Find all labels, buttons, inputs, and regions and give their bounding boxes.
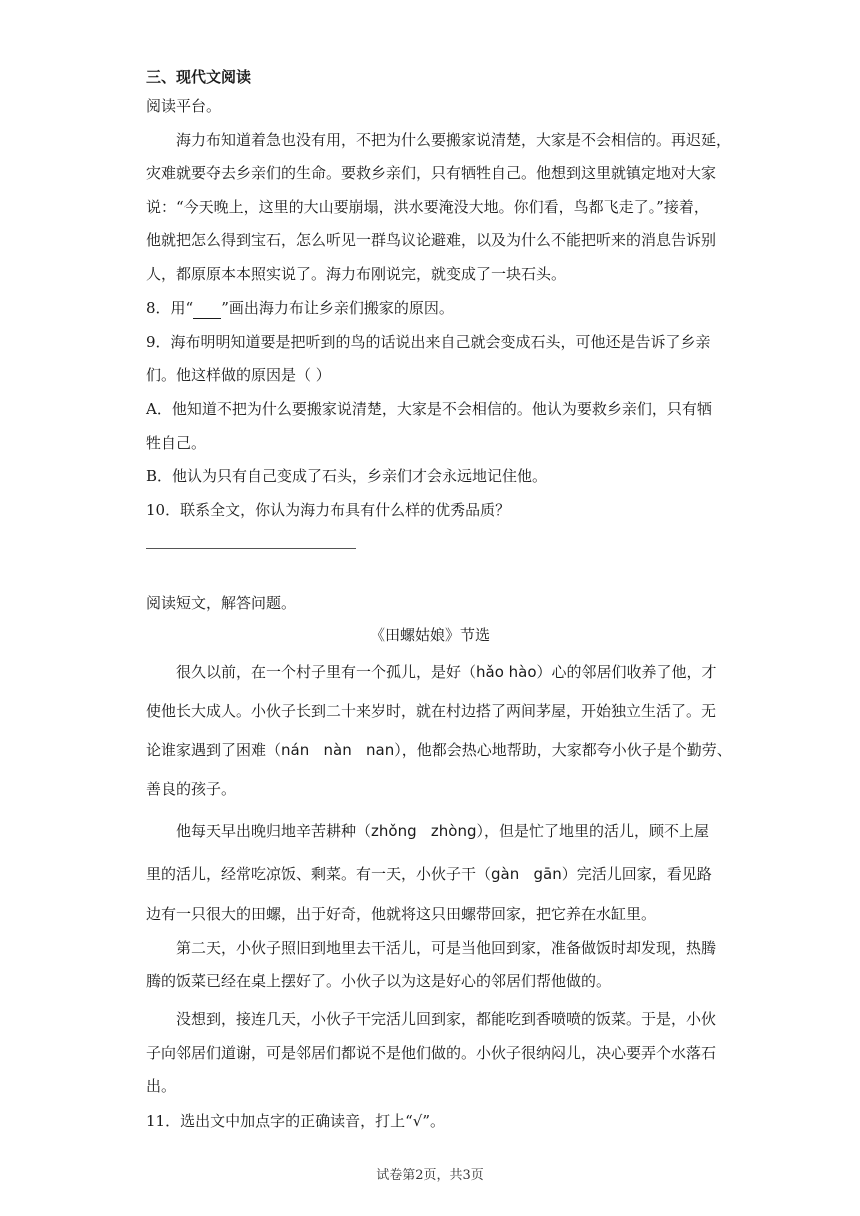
story-line: [146, 740, 732, 760]
story-line: [146, 864, 712, 884]
story-line: 善良的孩子。: [146, 780, 237, 798]
story-text: 里的活儿，经常吃凉饭、剩菜。有一天，小伙子干（: [146, 865, 492, 883]
question-9-line: 们。他这样做的原因是（ ）: [146, 366, 331, 384]
story-text: 论谁家遇到了困难（: [146, 741, 282, 759]
story-line: 没想到，接连几天，小伙子干完活儿回到家，都能吃到香喷喷的饭菜。于是，小伙: [176, 1010, 717, 1028]
question-11: 11．选出文中加点字的正确读音，打上“√”。: [146, 1112, 445, 1130]
question-8: [146, 298, 454, 319]
pinyin-options[interactable]: nán nàn nan: [281, 741, 395, 759]
story-title: 《田螺姑娘》节选: [369, 626, 490, 644]
passage-line: 人，都原原本本照实说了。海力布刚说完，就变成了一块石头。: [146, 265, 567, 283]
passage-line: 灾难就要夺去乡亲们的生命。要救乡亲们，只有牺牲自己。他想到这里就镇定地对大家: [146, 164, 717, 182]
story-text: ）完活儿回家，看见路: [561, 865, 712, 883]
story-text: 很久以前，在一个村子里有一个孤儿，是好（: [176, 663, 477, 681]
story-line: 出。: [146, 1077, 177, 1095]
pinyin-options[interactable]: gàn gān: [491, 865, 562, 883]
section-heading: 三、现代文阅读: [146, 68, 252, 86]
question-9-line: 9．海布明明知道要是把听到的鸟的话说出来自己就会变成石头，可他还是告诉了乡亲: [146, 333, 711, 351]
underline-sample: [193, 298, 221, 319]
pinyin-options[interactable]: hǎo hào: [476, 663, 537, 681]
story-text: 他每天早出晚归地辛苦耕种（: [176, 822, 372, 840]
story-line: 子向邻居们道谢，可是邻居们都说不是他们做的。小伙子很纳闷儿，决心要弄个水落石: [146, 1044, 717, 1062]
story-text: ），他都会热心地帮助，大家都夸小伙子是个勤劳、: [394, 741, 732, 759]
option-b: B．他认为只有自己变成了石头，乡亲们才会永远地记住他。: [146, 467, 548, 485]
option-a-line: 牲自己。: [146, 434, 207, 452]
passage-line: 他就把怎么得到宝石，怎么听见一群鸟议论避难，以及为什么不能把听来的消息告诉别: [146, 231, 717, 249]
story-line: [176, 662, 717, 682]
question-8-text-after: ”画出海力布让乡亲们搬家的原因。: [221, 299, 454, 317]
question-8-text-before: 8．用“: [146, 299, 194, 317]
passage-line: 说：“今天晚上，这里的大山要崩塌，洪水要淹没大地。你们看，鸟都飞走了。”接着，: [146, 198, 709, 216]
story-text: ），但是忙了地里的活儿，顾不上屋: [476, 822, 710, 840]
story-line: 使他长大成人。小伙子长到二十来岁时，就在村边搭了两间茅屋，开始独立生活了。无: [146, 702, 717, 720]
answer-line[interactable]: [146, 548, 356, 549]
story-line: 腾的饭菜已经在桌上摆好了。小伙子以为这是好心的邻居们帮他做的。: [146, 972, 612, 990]
pinyin-options[interactable]: zhǒng zhòng: [371, 822, 477, 840]
story-line: 第二天，小伙子照旧到地里去干活儿，可是当他回到家，准备做饭时却发现，热腾: [176, 939, 717, 957]
story-text: ）心的邻居们收养了他，才: [536, 663, 717, 681]
section-intro: 阅读平台。: [146, 97, 222, 115]
page-footer: 试卷第2页，共3页: [376, 1168, 484, 1183]
section-2-intro: 阅读短文，解答问题。: [146, 594, 297, 612]
option-a-line: A．他知道不把为什么要搬家说清楚，大家是不会相信的。他认为要救乡亲们，只有牺: [146, 400, 712, 418]
passage-line: 海力布知道着急也没有用，不把为什么要搬家说清楚，大家是不会相信的。再迟延，: [176, 131, 732, 149]
story-line: [176, 821, 709, 841]
story-line: 边有一只很大的田螺，出于好奇，他就将这只田螺带回家，把它养在水缸里。: [146, 905, 657, 923]
question-10: 10．联系全文，你认为海力布具有什么样的优秀品质？: [146, 501, 511, 519]
